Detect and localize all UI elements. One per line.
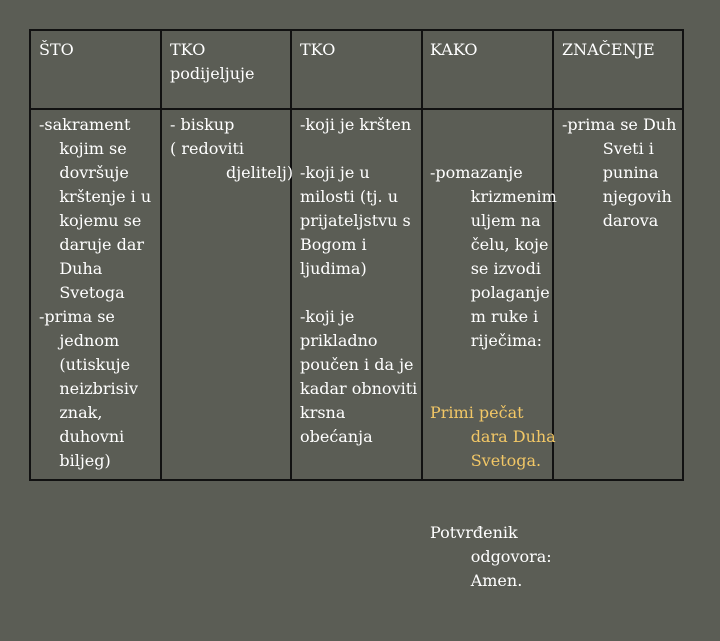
header-divider xyxy=(31,108,682,110)
cell-tko: -koji je kršten -koji je u milosti (tj. u prijateljstvu s Bogom i ljudima) -koji je prikladno poučen i da je kadar obnoviti krsna obećanja xyxy=(300,115,418,446)
col-divider-1 xyxy=(160,31,162,479)
header-tko: TKO xyxy=(300,40,336,59)
header-znacenje: ZNAČENJE xyxy=(562,40,655,59)
kako-text: -pomazanje krizmenim uljem na čelu, koje se izvodi polaganje m ruke i riječima: xyxy=(430,163,557,350)
cell-sto: -sakrament kojim se dovršuje krštenje i u kojemu se daruje dar Duha Svetoga -prima se jednom (utiskuje neizbrisiv znak, duhovni biljeg) xyxy=(39,115,152,470)
kako-response-text: Potvrđenik odgovora: Amen. xyxy=(430,523,552,590)
kako-highlight-text: Primi pečat dara Duha Svetoga. xyxy=(430,403,556,470)
header-tko-podijeljuje: TKO podijeljuje xyxy=(170,40,255,83)
header-kako: KAKO xyxy=(430,40,478,59)
col-divider-3 xyxy=(421,31,423,479)
cell-znacenje: -prima se Duh Sveti i punina njegovih darova xyxy=(562,115,677,230)
cell-tko-podijeljuje: - biskup ( redoviti djelitelj) xyxy=(170,115,294,182)
cell-kako xyxy=(430,113,557,641)
sacrament-table xyxy=(29,29,684,590)
col-divider-2 xyxy=(290,31,292,479)
header-sto: ŠTO xyxy=(39,40,74,59)
